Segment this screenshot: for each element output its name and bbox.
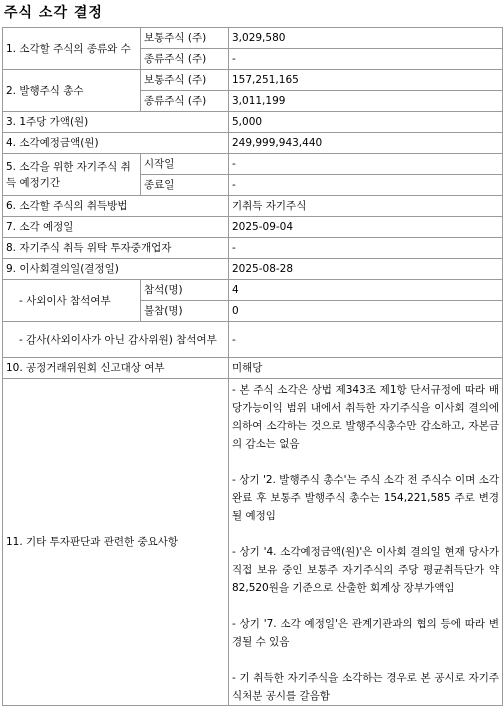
- row-label: 2. 발행주식 총수: [3, 70, 141, 112]
- row-value: 249,999,943,440: [229, 133, 503, 154]
- table-row: [3, 322, 503, 358]
- table-row: [3, 133, 503, 154]
- row-value: 3,011,199: [229, 91, 503, 112]
- row-value: -: [229, 238, 503, 259]
- row-label: 11. 기타 투자판단과 관련한 중요사항: [3, 379, 229, 706]
- row-label: 5. 소각을 위한 자기주식 취득 예정기간: [3, 154, 141, 196]
- table-row: [3, 358, 503, 379]
- sub-label: 보통주식 (주): [141, 28, 229, 49]
- page-title: 주식 소각 결정: [4, 5, 103, 21]
- row-label: 10. 공정거래위원회 신고대상 여부: [3, 358, 229, 379]
- sub-label: 종류주식 (주): [141, 91, 229, 112]
- row-label: 8. 자기주식 취득 위탁 투자중개업자: [3, 238, 229, 259]
- note-paragraph: - 본 주식 소각은 상법 제343조 제1항 단서규정에 따라 배당가능이익 범위 내에서 취득한 자기주식을 이사회 결의에 의하여 소각하는 것으로 발행주식총수만 감소하고, 자본금의 감소는 없음: [232, 384, 499, 450]
- row-value: 2025-08-28: [229, 259, 503, 280]
- table-row: [3, 379, 503, 706]
- row-label: 6. 소각할 주식의 취득방법: [3, 196, 229, 217]
- sub-label: 종류주식 (주): [141, 49, 229, 70]
- row-value: -: [229, 322, 503, 358]
- table-row: [3, 112, 503, 133]
- row-value: 2025-09-04: [229, 217, 503, 238]
- table-row: [3, 154, 503, 175]
- sub-label: 참석(명): [141, 280, 229, 301]
- row-value: 157,251,165: [229, 70, 503, 91]
- note-paragraph: - 상기 '2. 발행주식 총수'는 주식 소각 전 주식수 이며 소각 완료 후 보통주 발행주식 총수는 154,221,585 주로 변경될 예정임: [232, 474, 499, 522]
- sub-label: 시작일: [141, 154, 229, 175]
- table-row: [3, 196, 503, 217]
- sub-label: 종료일: [141, 175, 229, 196]
- row-label: 9. 이사회결의일(결정일): [3, 259, 229, 280]
- row-value: 기취득 자기주식: [229, 196, 503, 217]
- row-label: - 감사(사외이사가 아닌 감사위원) 참석여부: [3, 322, 229, 358]
- row-label: 4. 소각예정금액(원): [3, 133, 229, 154]
- table-row: [3, 217, 503, 238]
- row-value: -: [229, 49, 503, 70]
- row-value: -: [229, 154, 503, 175]
- row-value: 5,000: [229, 112, 503, 133]
- row-value: -: [229, 175, 503, 196]
- table-row: [3, 259, 503, 280]
- row-label: - 사외이사 참석여부: [3, 280, 141, 322]
- row-value: 0: [229, 301, 503, 322]
- table-row: [3, 70, 503, 91]
- table-row: [3, 238, 503, 259]
- table-row: [3, 28, 503, 49]
- row-value: 4: [229, 280, 503, 301]
- note-paragraph: - 상기 '4. 소각예정금액(원)'은 이사회 결의일 현재 당사가 직접 보유 중인 보통주 자기주식의 주당 평균취득단가 약 82,520원을 기준으로 산출한 회계상 장부가액임: [232, 546, 499, 594]
- sub-label: 보통주식 (주): [141, 70, 229, 91]
- row-value: 미해당: [229, 358, 503, 379]
- row-value: 3,029,580: [229, 28, 503, 49]
- row-label: 1. 소각할 주식의 종류와 수: [3, 28, 141, 70]
- table-row: [3, 280, 503, 301]
- row-label: 3. 1주당 가액(원): [3, 112, 229, 133]
- note-paragraph: - 상기 '7. 소각 예정일'은 관계기관과의 협의 등에 따라 변경될 수 있음: [232, 618, 499, 648]
- row-label: 7. 소각 예정일: [3, 217, 229, 238]
- disclosure-table: [2, 27, 503, 706]
- sub-label: 불참(명): [141, 301, 229, 322]
- note-paragraph: - 기 취득한 자기주식을 소각하는 경우로 본 공시로 자기주식처분 공시를 갈음함: [232, 672, 499, 702]
- notes-cell: [229, 379, 503, 706]
